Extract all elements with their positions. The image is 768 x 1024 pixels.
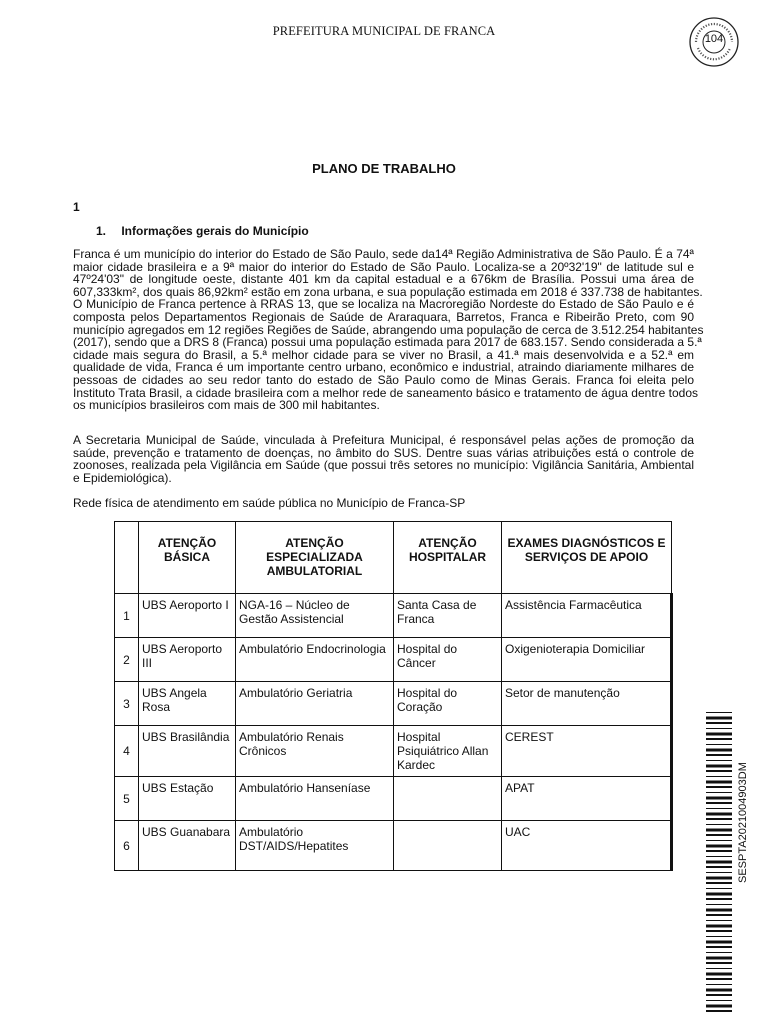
barcode-bar [706,962,732,964]
table-row [115,638,672,682]
barcode-bar [706,754,732,756]
table-cell: UBS Angela Rosa [139,682,236,726]
barcode-bar [706,872,732,873]
table-row [115,821,672,871]
barcode-bar [706,722,732,724]
barcode-bar [706,989,732,992]
table-row [115,682,672,726]
table-cell: UBS Brasilândia [139,726,236,777]
barcode-bar [706,813,732,816]
barcode-icon [706,712,732,1012]
barcode-bar [706,834,732,836]
paragraph-line: Instituto Trata Brasil, a cidade brasileira com a melhor rede de saneamento básico e tratamento de água dentre todos [73,385,699,400]
table-cell: Ambulatório Endocrinologia [236,638,394,682]
barcode-bar [706,802,732,804]
barcode-bar [706,904,732,905]
table-cell: Oxigenioterapia Domiciliar [502,638,672,682]
barcode-bar [706,925,732,928]
barcode-bar [706,824,732,825]
table-cell: Ambulatório DST/AIDS/Hepatites [236,821,394,871]
barcode-bar [706,984,732,985]
table-cell: UBS Aeroporto I [139,594,236,638]
barcode-bar [706,957,732,960]
table-cell: Assistência Farmacêutica [502,594,672,638]
barcode-label: SESPTA2021004903DM [737,762,749,883]
barcode-bar [706,781,732,784]
stamp-page-number: 104 [704,33,724,45]
table-cell: UBS Guanabara [139,821,236,871]
barcode-bar [706,792,732,793]
paragraph-line: composta pelos Departamentos Regionais de Saúde de Araraquara, Barretos, Franca e Ribeirão Preto, com 90 [73,309,694,324]
table-cell: APAT [502,777,672,821]
table-cell: Setor de manutenção [502,682,672,726]
barcode-bar [706,882,732,884]
barcode-bar [706,840,732,841]
table-cell: 3 [115,682,139,726]
barcode-bar [706,808,732,809]
paragraph-line: Franca é um município do interior do Estado de São Paulo, sede da14ª Região Administrativa de São Paulo. É a 74ª [73,247,694,261]
table-cell: Ambulatório Geriatria [236,682,394,726]
section-heading [96,224,309,238]
barcode-bar [706,973,732,976]
barcode-bar [706,776,732,777]
barcode-bar [706,968,732,969]
barcode-bar [706,920,732,921]
table-cell: Hospital do Câncer [394,638,502,682]
barcode-bar [706,728,732,729]
document-title: PLANO DE TRABALHO [312,161,456,176]
barcode-bar [706,861,732,864]
paragraph-line: município agregados em 12 regiões Regiões de Saúde, abrangendo uma população de cerca de 3.512.254 habitantes [73,322,704,337]
barcode-bar [706,797,732,800]
barcode-bar [706,760,732,761]
barcode-bar [706,946,732,948]
table-cell: Hospital do Coração [394,682,502,726]
barcode-bar [706,850,732,852]
table-cell: Ambulatório Hanseníase [236,777,394,821]
barcode-bar [706,856,732,857]
table-cell: Hospital Psiquiátrico Allan Kardec [394,726,502,777]
barcode-bar [706,733,732,736]
paragraph-table-caption: Rede física de atendimento em saúde pública no Município de Franca-SP [73,496,466,510]
barcode-bar [706,994,732,996]
paragraph-line: cidade mais segura do Brasil, a 5.ª melhor cidade para se viver no Brasil, a 41.ª mais desenvolvida e a 52.ª em [73,347,694,362]
table-cell: Ambulatório Renais Crônicos [236,726,394,777]
table-header-specialized-care: ATENÇÃO ESPECIALIZADA AMBULATORIAL [236,522,394,594]
paragraph-line: pessoas de cidades ao seu redor tanto do estado de São Paulo como de Minas Gerais. Franca foi eleita pelo [73,372,694,387]
table-header-row [115,522,672,594]
barcode-bar [706,941,732,944]
barcode-bar [706,1005,732,1008]
table-cell: 1 [115,594,139,638]
paragraph-line: os municípios brasileiros com mais de 300 mil habitantes. [73,398,380,413]
barcode-bar [706,914,732,916]
barcode-bar [706,866,732,868]
barcode-bar [706,936,732,937]
barcode-bar [706,1000,732,1001]
barcode-bar [706,786,732,788]
barcode-bar [706,818,732,820]
barcode-bar [706,845,732,848]
table-header-basic-care: ATENÇÃO BÁSICA [139,522,236,594]
barcode-bar [706,770,732,772]
table-row [115,594,672,638]
table-cell: UAC [502,821,672,871]
barcode-bar [706,909,732,912]
paragraph-line: O Município de Franca pertence à RRAS 13, que se localiza na Macroregião Nordeste do Estado de São Paulo e é [73,297,694,312]
barcode-bar [706,1010,732,1012]
table-row [115,777,672,821]
table-cell: UBS Aeroporto III [139,638,236,682]
barcode-bar [706,749,732,752]
barcode-bar [706,888,732,889]
section-title: Informações gerais do Município [121,224,309,238]
paragraph-line: 607,333km², dos quais 86,92km² estão em zona urbana, e sua população estimada em 2018 é 337.738 de habitantes. [73,284,703,299]
table-cell: 5 [115,777,139,821]
barcode-bar [706,829,732,832]
page-mark: 1 [73,200,80,214]
barcode-bar [706,893,732,896]
table-cell: NGA-16 – Núcleo de Gestão Assistencial [236,594,394,638]
barcode-bar [706,952,732,953]
table-cell [394,821,502,871]
barcode-bar [706,898,732,900]
barcode-bar [706,765,732,768]
table-header-index [115,522,139,594]
barcode-bar [706,744,732,745]
table-header-diagnostics: EXAMES DIAGNÓSTICOS E SERVIÇOS DE APOIO [502,522,672,594]
barcode-bar [706,712,732,713]
table-cell: 2 [115,638,139,682]
paragraph-health-secretariat: A Secretaria Municipal de Saúde, vinculada à Prefeitura Municipal, é responsável pelas ações de promoção da saúde, prevenção e tratamento de doenças, no âmbito do SUS. Dentre suas várias atribuições está o controle de zoonoses, realizada pela Vigilância em Saúde (que possui três setores no município: Vigilância Sanitária, Ambiental e Epidemiológica). [73,433,694,485]
paragraph-line: qualidade de vida, Franca é um importante centro urbano, econômico e industrial, atraindo diariamente milhares de [73,360,694,375]
table-header-hospital-care: ATENÇÃO HOSPITALAR [394,522,502,594]
table-cell: Santa Casa de Franca [394,594,502,638]
paragraph-line: 47º24'03" de longitude oeste, distante 401 km da capital estadual e a 676km de Brasília. Possui uma área de [73,272,694,287]
page-header: PREFEITURA MUNICIPAL DE FRANCA [272,24,496,38]
paragraph-municipality [73,247,704,413]
table-row [115,726,672,777]
barcode-bar [706,717,732,720]
table-cell [394,777,502,821]
section-number: 1. [96,224,107,238]
barcode-bar [706,738,732,740]
barcode-bar [706,877,732,880]
paragraph-line: maior cidade brasileira e a 9ª maior do interior do Estado de São Paulo. Localiza-se a 20º32'19" de latitude sul e [73,259,694,274]
health-network-table [114,521,673,871]
table-cell: CEREST [502,726,672,777]
barcode-bar [706,978,732,980]
table-cell: 6 [115,821,139,871]
paragraph-line: (2017), sendo que a DRS 8 (Franca) possui uma população estimada para 2017 de 683.157. Sendo considerada a 5.ª [73,335,702,350]
table-cell: UBS Estação [139,777,236,821]
table-cell: 4 [115,726,139,777]
barcode-bar [706,930,732,932]
